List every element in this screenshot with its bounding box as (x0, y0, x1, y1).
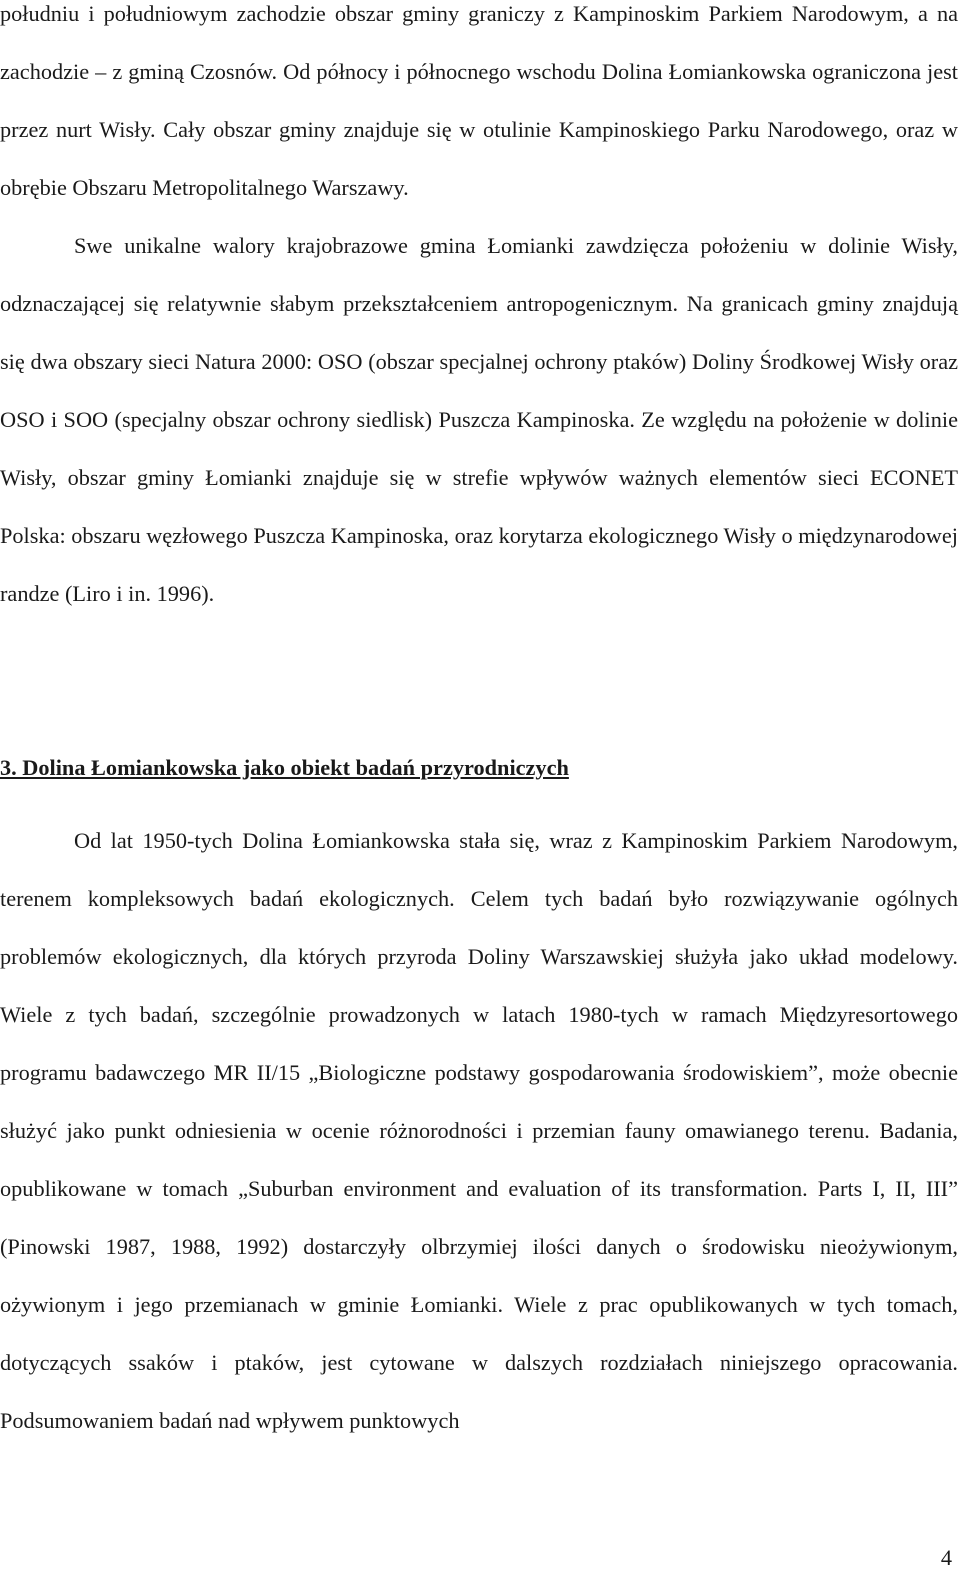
body-paragraph: południu i południowym zachodzie obszar gminy graniczy z Kampinoskim Parkiem Narodowym, a na zachodzie – z gminą Czosnów. Od północy i północnego wschodu Dolina Łomiankowska ograniczona jest przez nurt Wisły. Cały obszar gminy znajduje się w otulinie Kampinoskiego Parku Narodowego, oraz w obrębie Obszaru Metropolitalnego Warszawy. (0, 1, 958, 200)
page-number: 4 (940, 1545, 952, 1570)
body-paragraph: Swe unikalne walory krajobrazowe gmina Łomianki zawdzięcza położeniu w dolinie Wisły, odznaczającej się relatywnie słabym przekształceniem antropogenicznym. Na granicach gminy znajdują się dwa obszary sieci Natura 2000: OSO (obszar specjalnej ochrony ptaków) Doliny Środkowej Wisły oraz OSO i SOO (specjalny obszar ochrony siedlisk) Puszcza Kampinoska. Ze względu na położenie w dolinie Wisły, obszar gminy Łomianki znajduje się w strefie wpływów ważnych elementów sieci ECONET Polska: obszaru węzłowego Puszcza Kampinoska, oraz korytarza ekologicznego Wisły o międzynarodowej randze (Liro i in. 1996). (0, 233, 958, 606)
section-heading: 3. Dolina Łomiankowska jako obiekt badań przyrodniczych (0, 755, 569, 780)
body-paragraph: Od lat 1950-tych Dolina Łomiankowska stała się, wraz z Kampinoskim Parkiem Narodowym, terenem kompleksowych badań ekologicznych. Celem tych badań było rozwiązywanie ogólnych problemów ekologicznych, dla których przyroda Doliny Warszawskiej służyła jako układ modelowy. Wiele z tych badań, szczególnie prowadzonych w latach 1980-tych w ramach Międzyresortowego programu badawczego MR II/15 „Biologiczne podstawy gospodarowania środowiskiem”, może obecnie służyć jako punkt odniesienia w ocenie różnorodności i przemian fauny omawianego terenu. Badania, opublikowane w tomach „Suburban environment and evaluation of its transformation. Parts I, II, III” (Pinowski 1987, 1988, 1992) dostarczyły olbrzymiej ilości danych o środowisku nieożywionym, ożywionym i jego przemianach w gminie Łomianki. Wiele z prac opublikowanych w tych tomach, dotyczących ssaków i ptaków, jest cytowane w dalszych rozdziałach niniejszego opracowania. Podsumowaniem badań nad wpływem punktowych (0, 828, 958, 1433)
